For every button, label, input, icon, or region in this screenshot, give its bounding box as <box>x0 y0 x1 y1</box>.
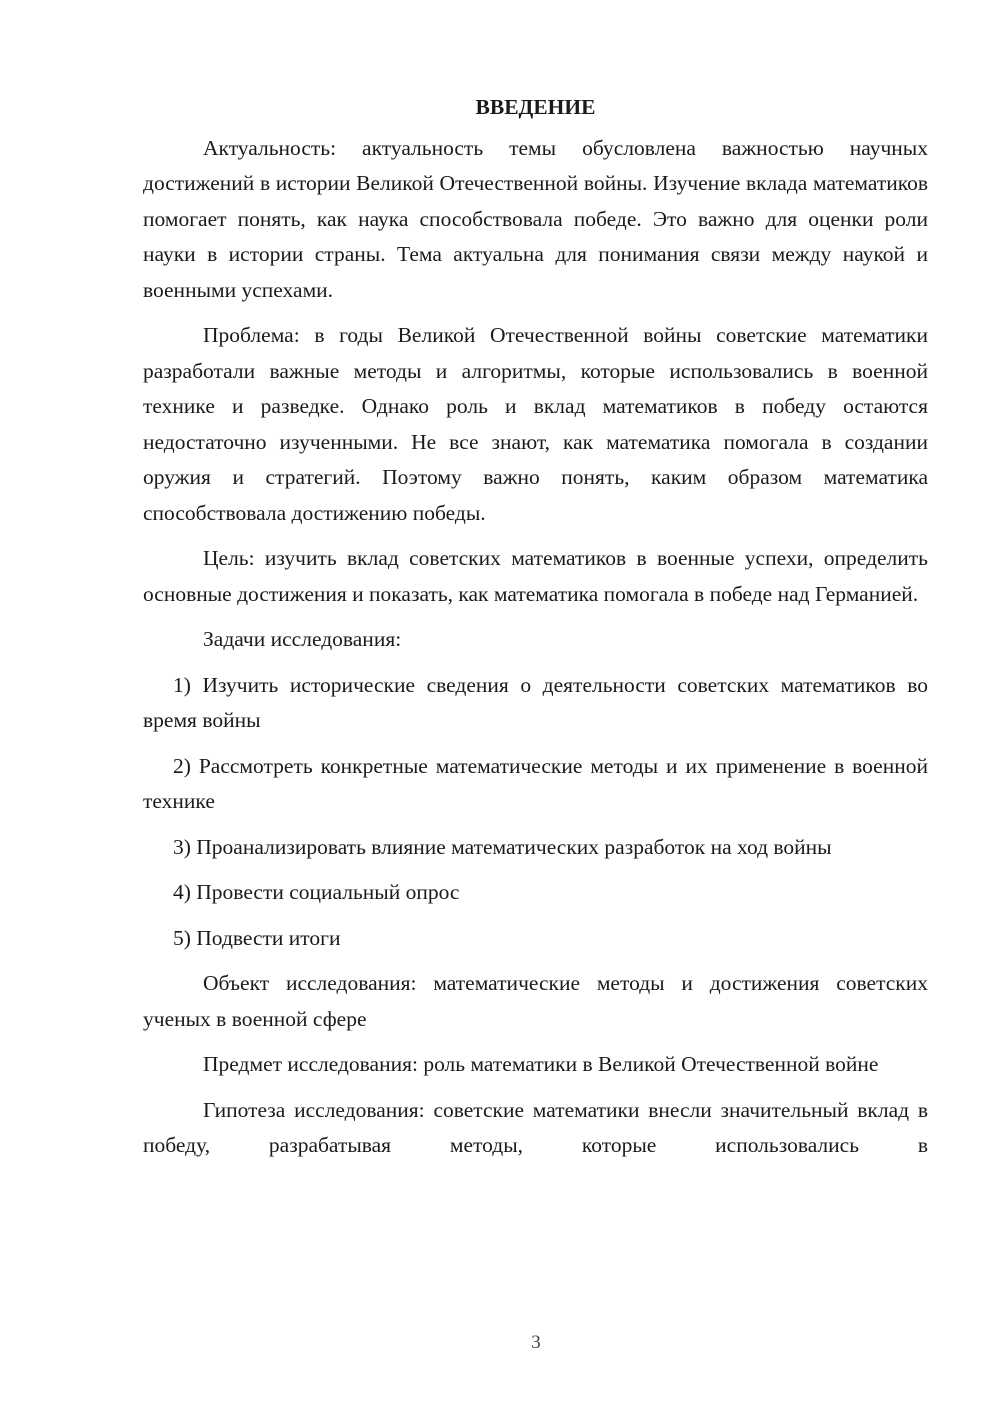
paragraph-problem: Проблема: в годы Великой Отечественной войны советские математики разработали важные методы и алгоритмы, которые использовались в военной технике и разведке. Однако роль и вклад математиков в победу остаются недостаточно изученными. Не все знают, как математика помогала в создании оружия и стратегий. Поэтому важно понять, каким образом математика способствовала достижению победы. <box>143 323 928 525</box>
paragraph-subject: Предмет исследования: роль математики в Великой Отечественной войне <box>203 1052 879 1076</box>
paragraph-object: Объект исследования: математические методы и достижения советских ученых в военной сфере <box>143 971 928 1031</box>
paragraph-relevance: Актуальность: актуальность темы обусловлена важностью научных достижений в истории Великой Отечественной войны. Изучение вклада математиков помогает понять, как наука способствовала победе. Это важно для оценки роли науки в истории страны. Тема актуальна для понимания связи между наукой и военными успехами. <box>143 135 928 302</box>
task-item-2: 2) Рассмотреть конкретные математические методы и их применение в военной технике <box>143 753 928 813</box>
paragraph-hypothesis: Гипотеза исследования: советские математики внесли значительный вклад в победу, разрабатывая методы, которые использовались в <box>143 1097 928 1157</box>
document-page <box>143 90 928 1174</box>
page-number: 3 <box>531 1332 541 1353</box>
section-heading: ВВЕДЕНИЕ <box>475 95 596 119</box>
tasks-title: Задачи исследования: <box>203 627 402 651</box>
task-item-5: 5) Подвести итоги <box>173 925 341 950</box>
task-item-4: 4) Провести социальный опрос <box>173 880 460 904</box>
paragraph-goal: Цель: изучить вклад советских математиков в военные успехи, определить основные достижения и показать, как математика помогала в победе над Германией. <box>143 546 928 606</box>
task-item-3: 3) Проанализировать влияние математических разработок на ход войны <box>173 834 832 859</box>
task-item-1: 1) Изучить исторические сведения о деятельности советских математиков во время войны <box>143 672 928 732</box>
